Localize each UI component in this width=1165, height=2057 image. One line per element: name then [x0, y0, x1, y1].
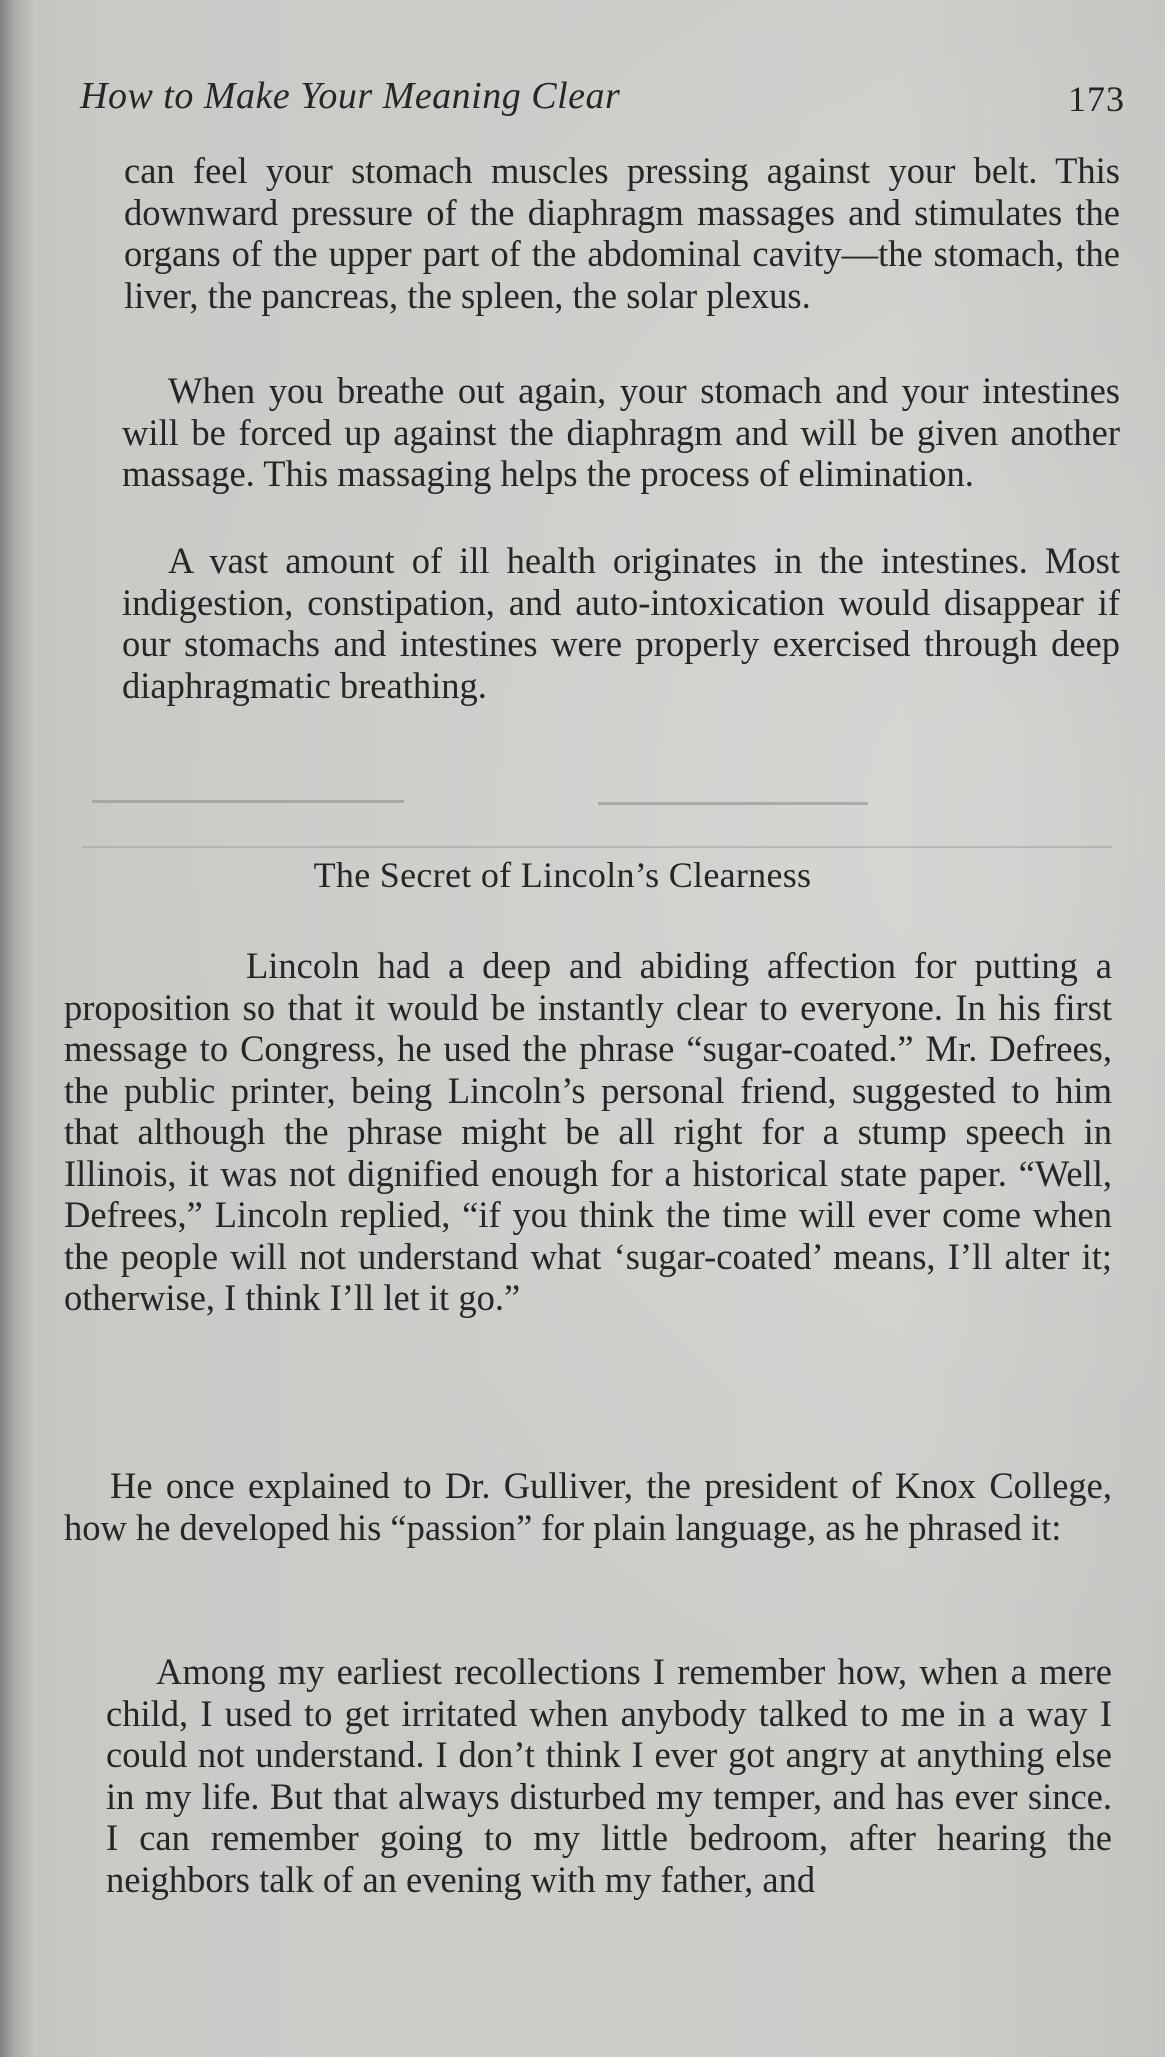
block-quote: Among my earliest recollections I remember how, when a mere child, I used to get irritated when anybody talked to me in a way I could not understand. I don’t think I ever got angry at anything else in my life. But that always disturbed my temper, and has ever since. I can remember going to my little bedroom, after hearing the neighbors talk of an evening with my father, and [106, 1651, 1112, 1900]
paragraph-breathe-out: When you breathe out again, your stomach and your intestines will be forced up against the diaphragm and will be given another massage. This massaging helps the process of elimination. [122, 370, 1120, 494]
paragraph-gulliver: He once explained to Dr. Gulliver, the president of Knox College, how he developed his “passion” for plain language, as he phrased it: [64, 1465, 1112, 1548]
page-number: 173 [1068, 79, 1125, 119]
running-head: How to Make Your Meaning Clear [80, 75, 621, 117]
section-divider-right [598, 802, 868, 805]
paragraph-continued: can feel your stomach muscles pressing against your belt. This downward pressure of the diaphragm massages and stimulates the organs of the upper part of the abdominal cavity—the stomach, the liver, the pancreas, the spleen, the solar plexus. [124, 150, 1120, 316]
paragraph-ill-health: A vast amount of ill health originates in the intestines. Most indigestion, constipation, and auto-intoxication would disappear if our stomachs and intestines were properly exercised through deep diaphragmatic breathing. [122, 540, 1120, 706]
page-header [80, 74, 1125, 130]
section-heading: The Secret of Lincoln’s Clearness [313, 855, 812, 895]
paragraph-lincoln-affection: Lincoln had a deep and abiding affection for putting a proposition so that it would be instantly clear to everyone. In his first message to Congress, he used the phrase “sugar-coated.” Mr. Defrees, the public printer, being Lincoln’s personal friend, suggested to him that although the phrase might be all right for a stump speech in Illinois, it was not dignified enough for a historical state paper. “Well, Defrees,” Lincoln replied, “if you think the time will ever come when the people will not understand what ‘sugar-coated’ means, I’ll alter it; otherwise, I think I’ll let it go.” [64, 945, 1112, 1318]
section-rule [82, 846, 1112, 848]
section-divider-left [92, 800, 404, 803]
